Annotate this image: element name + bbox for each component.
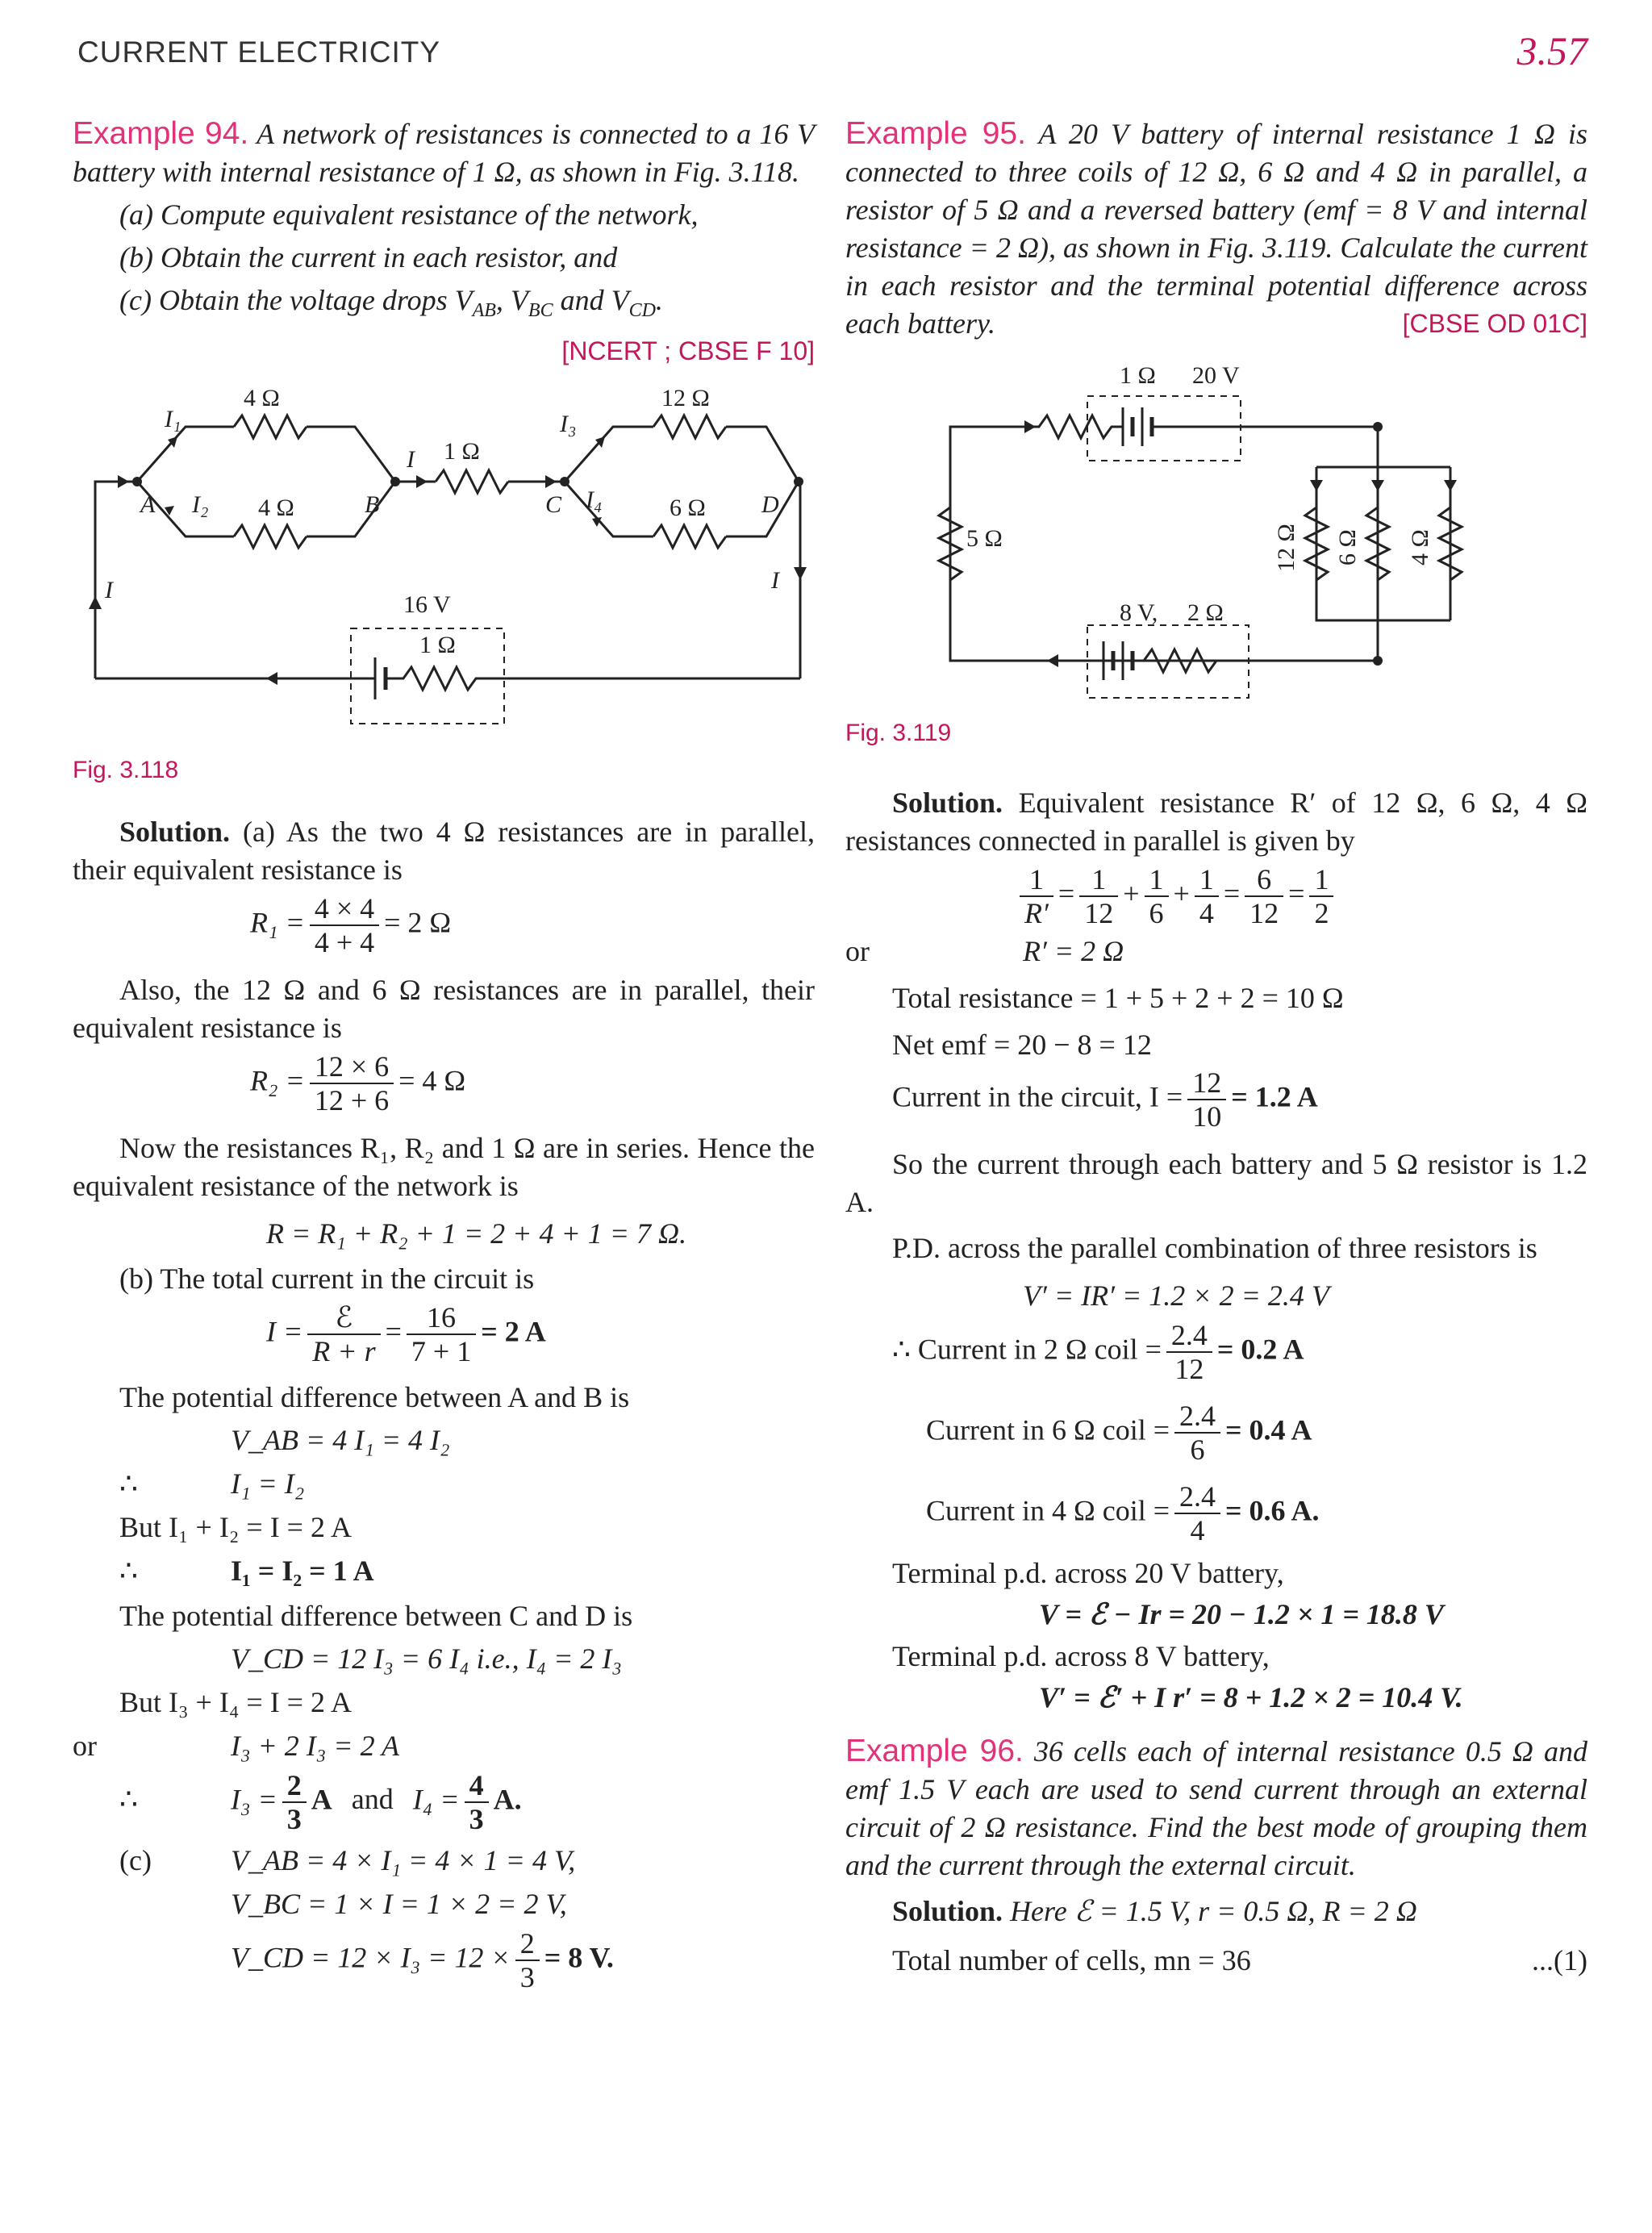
eq-i1-i2: ∴ I₁ = I₂ bbox=[119, 1467, 305, 1500]
eq-vcd: V_CD = 12 I₃ = 6 I₄ i.e., I₄ = 2 I₃ bbox=[231, 1642, 622, 1676]
label-int-1-ohm: 1 Ω bbox=[1120, 362, 1156, 389]
label-4-upper: 4 Ω bbox=[244, 385, 280, 412]
figure-3-118 bbox=[73, 378, 815, 733]
ex94-source-line bbox=[73, 332, 815, 370]
eq-total-cells: Total number of cells, mn = 36 ...(1) bbox=[845, 1942, 1587, 1979]
example-94-label: Example 94. bbox=[73, 116, 249, 151]
ex95-source: [CBSE OD 01C] bbox=[1402, 309, 1587, 338]
fig-3-118-caption: Fig. 3.118 bbox=[73, 757, 179, 784]
resistor-internal bbox=[386, 667, 800, 690]
current-i-right: I bbox=[771, 567, 779, 595]
ex94-part-a: (a) Compute equivalent resistance of the network, bbox=[119, 198, 699, 231]
ex94-solution-4: (b) The total current in the circuit is bbox=[119, 1263, 535, 1296]
node-c: C bbox=[545, 491, 562, 519]
eq-terminal-20v: V = ℰ − Ir = 20 − 1.2 × 1 = 18.8 V bbox=[1039, 1598, 1444, 1630]
resistor-1 bbox=[436, 470, 508, 493]
figure-3-119 bbox=[845, 354, 1587, 709]
eq-i3-sum: or I₃ + 2 I₃ = 2 A bbox=[73, 1730, 399, 1763]
ex94-solution-6: The potential difference between C and D is bbox=[119, 1600, 633, 1633]
example-94-statement: Example 94. A network of resistances is connected to a 16 V battery with internal resistance of 1 Ω, as shown in Fig. 3.118. bbox=[73, 116, 815, 188]
resistor-4-lower bbox=[234, 525, 307, 548]
ex95-solution-2: So the current through each battery and 5 Ω resistor is 1.2 A. bbox=[845, 1148, 1587, 1218]
current-i-left: I bbox=[105, 577, 113, 604]
ex94-part-c: (c) Obtain the voltage drops $V_{AB}$, $V_{BC}$ and $V_{CD}$. bbox=[119, 284, 663, 322]
eq-vcd-2: V_CD = 12 × I₃ = 12 × $\frac{2}{3}$ = 8 V. bbox=[231, 1927, 614, 1994]
right-column bbox=[845, 115, 1587, 1979]
eq-current-6-coil: Current in 6 Ω coil = $\frac{2.4}{6}$ = 0.4 A bbox=[926, 1400, 1312, 1466]
eq-but-1: But I₁ + I₂ = I = 2 A bbox=[119, 1511, 352, 1544]
fig-3-119-caption: Fig. 3.119 bbox=[845, 720, 952, 746]
ex94-solution-5: The potential difference between A and B is bbox=[119, 1381, 630, 1414]
eq-i3-i4-value: ∴ I₃ = $\frac{2}{3}$ A and I₄ = $\frac{4}{3}$ A. bbox=[119, 1769, 522, 1836]
example-96-statement: Example 96. 36 cells each of internal resistance 0.5 Ω and emf 1.5 V each are used to send current through an external circuit of 2 Ω resistance. Find the best mode of grouping them and the current through the external circuit. bbox=[845, 1734, 1587, 1881]
resistor-12 bbox=[653, 415, 726, 438]
label-4-lower: 4 Ω bbox=[258, 495, 294, 522]
ex95-terminal-2: Terminal p.d. across 8 V battery, bbox=[892, 1640, 1270, 1672]
ex95-solution-1: Solution. Equivalent resistance R′ of 12 Ω, 6 Ω, 4 Ω resistances connected in parallel is given by bbox=[845, 787, 1588, 857]
ex94-solution-1: Solution. (a) As the two 4 Ω resistances are in parallel, their equivalent resistance is bbox=[73, 816, 816, 887]
eq-r1: R₁ = $\frac{4 \times 4}{4 + 4}$ = 2 Ω bbox=[250, 892, 452, 959]
left-column bbox=[73, 115, 815, 1993]
label-12: 12 Ω bbox=[661, 385, 710, 412]
wire-right bbox=[799, 482, 800, 678]
ex94-solution-3: Now the resistances R₁, R₂ and 1 Ω are in series. Hence the equivalent resistance of the network is bbox=[73, 1132, 815, 1203]
eq-r-total: R = R₁ + R₂ + 1 = 2 + 4 + 1 = 7 Ω. bbox=[266, 1217, 687, 1250]
ex96-solution-1: Solution. Here ℰ = 1.5 V, r = 0.5 Ω, R = 2 Ω bbox=[892, 1895, 1417, 1927]
eq-vab: V_AB = 4 I₁ = 4 I₂ bbox=[231, 1424, 450, 1457]
eq-current-4-coil: Current in 4 Ω coil = $\frac{2.4}{4}$ = 0.6 A. bbox=[926, 1480, 1320, 1546]
eq-net-emf: Net emf = 20 − 8 = 12 bbox=[892, 1029, 1152, 1061]
eq-vab-2: (c) V_AB = 4 × I₁ = 4 × 1 = 4 V, bbox=[119, 1844, 576, 1877]
current-i1: I₁ bbox=[165, 406, 181, 433]
eq-current-2-coil: ∴ Current in 2 Ω coil = $\frac{2.4}{12}$ = 0.2 A bbox=[892, 1319, 1304, 1385]
example-96-label: Example 96. bbox=[845, 1734, 1024, 1768]
current-i-mid: I bbox=[407, 446, 415, 474]
ex94-source: [NCERT ; CBSE F 10] bbox=[561, 336, 815, 366]
equation-number: ...(1) bbox=[1532, 1944, 1587, 1976]
ex95-solution-3: P.D. across the parallel combination of three resistors is bbox=[892, 1232, 1537, 1264]
label-6-ohm: 6 Ω bbox=[1334, 529, 1361, 566]
ex94-part-b: (b) Obtain the current in each resistor, and bbox=[119, 241, 618, 273]
current-i4: I₄ bbox=[586, 486, 603, 514]
label-4-ohm: 4 Ω bbox=[1407, 529, 1433, 566]
eq-r2: R₂ = $\frac{12 \times 6}{12 + 6}$ = 4 Ω bbox=[250, 1050, 466, 1117]
label-5-ohm: 5 Ω bbox=[966, 525, 1003, 552]
example-95-statement: Example 95. A 20 V battery of internal resistance 1 Ω is connected to three coils of 12 Ω, 6 Ω and 4 Ω in parallel, a resistor of 5 Ω and a reversed battery (emf = 8 V and internal resistance = 2 Ω), as shown in Fig. 3.119. Calculate the current in each resistor and the terminal potential difference across each battery. [CBSE OD 01C] bbox=[845, 115, 1587, 343]
node-b: B bbox=[365, 491, 380, 519]
page-number: 3.57 bbox=[1516, 28, 1587, 73]
eq-pd-parallel: V′ = IR′ = 1.2 × 2 = 2.4 V bbox=[1023, 1279, 1329, 1312]
eq-circuit-current: Current in the circuit, I = $\frac{12}{10}$ = 1.2 A bbox=[892, 1066, 1318, 1133]
eq-i-total: I = $\frac{\text{ℰ}}{R + r}$ = $\frac{16}{7 + 1}$ = 2 A bbox=[266, 1301, 546, 1368]
label-int-1: 1 Ω bbox=[419, 632, 456, 659]
chapter-title: CURRENT ELECTRICITY bbox=[77, 35, 441, 69]
ex95-terminal-1: Terminal p.d. across 20 V battery, bbox=[892, 1557, 1284, 1589]
resistor-6 bbox=[653, 525, 726, 548]
eq-i1-i2-value: ∴ I₁ = I₂ = 1 A bbox=[119, 1555, 374, 1588]
node-d: D bbox=[761, 491, 779, 519]
resistor-4-upper bbox=[234, 415, 307, 438]
label-int-2-ohm: 2 Ω bbox=[1187, 599, 1224, 626]
current-i2: I₂ bbox=[192, 491, 209, 519]
label-8v: 8 V, bbox=[1120, 599, 1158, 626]
eq-total-resistance: Total resistance = 1 + 5 + 2 + 2 = 10 Ω bbox=[892, 982, 1344, 1014]
eq-terminal-8v: V′ = ℰ′ + I r′ = 8 + 1.2 × 2 = 10.4 V. bbox=[1039, 1681, 1463, 1713]
eq-vbc: V_BC = 1 × I = 1 × 2 = 2 V, bbox=[231, 1888, 567, 1921]
label-16v: 16 V bbox=[403, 591, 451, 619]
resistor-int-1 bbox=[982, 415, 1123, 438]
ex94-solution-2: Also, the 12 Ω and 6 Ω resistances are in parallel, their equivalent resistance is bbox=[73, 974, 815, 1045]
node-a: A bbox=[140, 491, 156, 519]
label-1: 1 Ω bbox=[444, 438, 480, 465]
label-6: 6 Ω bbox=[670, 495, 706, 522]
eq-r-parallel: $\frac{1}{R'}$ = $\frac{1}{12}$ + $\frac{1}{6}$ + $\frac{1}{4}$ = $\frac{6}{12}$ = $\frac{1}{2}$ bbox=[845, 863, 1587, 929]
label-20v: 20 V bbox=[1192, 362, 1240, 389]
eq-r-parallel-value: or R′ = 2 Ω bbox=[845, 935, 1124, 967]
eq-but-2: But I₃ + I₄ = I = 2 A bbox=[119, 1686, 352, 1719]
current-i3: I₃ bbox=[560, 411, 577, 438]
wire-left bbox=[95, 482, 137, 678]
label-12-ohm: 12 Ω bbox=[1273, 524, 1299, 572]
example-95-label: Example 95. bbox=[845, 116, 1026, 151]
